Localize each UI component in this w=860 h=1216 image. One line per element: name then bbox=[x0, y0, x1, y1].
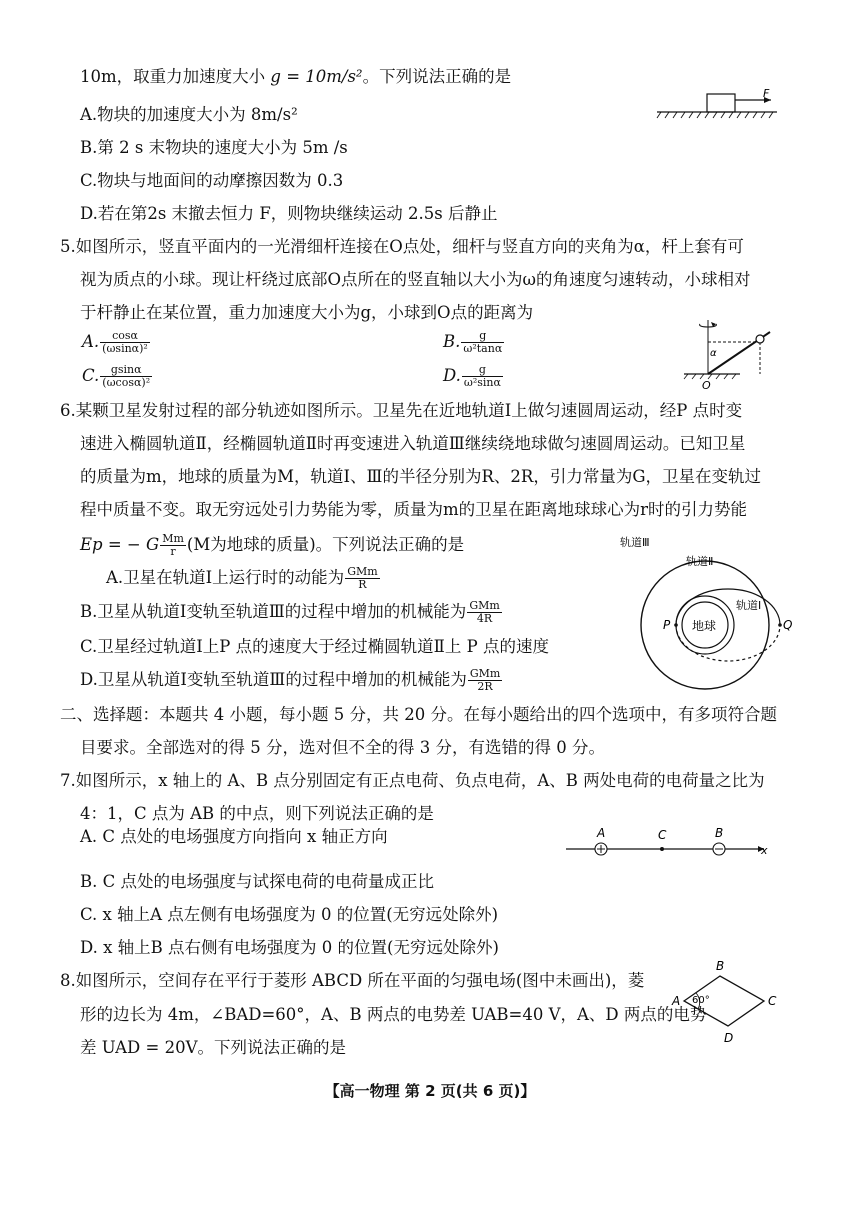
frac-numerator: GMm bbox=[469, 667, 501, 680]
q5-option-c-prefix: C. bbox=[82, 366, 100, 385]
block bbox=[707, 94, 735, 112]
q5-option-c bbox=[82, 364, 153, 389]
frac-denominator: (ωsinα)² bbox=[102, 342, 148, 355]
q5-option-b-prefix: B. bbox=[443, 332, 461, 351]
earth-label: 地球 bbox=[692, 619, 717, 633]
frac-denominator: ω²tanα bbox=[463, 342, 503, 355]
ground-hatch bbox=[657, 112, 773, 118]
q5-option-c-frac bbox=[100, 364, 152, 389]
angle-60-label: 60° bbox=[692, 995, 710, 1006]
q4-option-b: B.第 2 s 末物块的速度大小为 5m /s bbox=[80, 138, 348, 157]
frac-denominator: 2R bbox=[477, 680, 493, 693]
q4-option-c: C.物块与地面间的动摩擦因数为 0.3 bbox=[80, 171, 344, 190]
frac-numerator: cosα bbox=[100, 330, 150, 343]
q5-option-a bbox=[82, 330, 151, 355]
q6-option-a-frac bbox=[345, 566, 379, 591]
frac-numerator: Mm bbox=[162, 532, 184, 545]
page-footer: 【高一物理 第 2 页(共 6 页)】 bbox=[324, 1082, 536, 1100]
point-c-label: C bbox=[658, 828, 667, 842]
q5-option-b bbox=[443, 330, 505, 355]
point-p-dot bbox=[674, 623, 678, 627]
q8-line-2: 形的边长为 4m，∠BAD=60°，A、B 两点的电势差 UAB=40 V，A、D 两点的电势 bbox=[80, 1005, 707, 1024]
q7-charge-axis-figure bbox=[564, 826, 774, 860]
x-axis-label: x bbox=[761, 844, 768, 857]
frac-numerator: g bbox=[462, 364, 503, 377]
small-ball bbox=[756, 335, 764, 343]
q5-line-1: 5.如图所示，竖直平面内的一光滑细杆连接在O点处，细杆与竖直方向的夹角为α，杆上套有可 bbox=[60, 237, 744, 256]
force-label: F bbox=[763, 87, 770, 100]
section-2-instructions: 目要求。全部选对的得 5 分，选对但不全的得 3 分，有选错的得 0 分。 bbox=[80, 738, 605, 757]
q4-block-figure bbox=[655, 86, 780, 122]
section-2-heading: 二、选择题：本题共 4 小题，每小题 5 分，共 20 分。在每小题给出的四个选项中，有多项符合题 bbox=[60, 705, 777, 724]
frac-denominator: ω²sinα bbox=[463, 376, 501, 389]
vertex-d-label: D bbox=[724, 1031, 734, 1045]
frac-denominator: 4R bbox=[476, 612, 493, 625]
q5-rotating-rod-figure bbox=[680, 316, 785, 392]
frac-denominator: r bbox=[170, 545, 176, 558]
q8-line-3: 差 UAD = 20V。下列说法正确的是 bbox=[80, 1038, 347, 1057]
q6-ep-frac bbox=[160, 533, 186, 558]
q6-option-b-text: B.卫星从轨道Ⅰ变轨至轨道Ⅲ的过程中增加的机械能为 bbox=[80, 602, 467, 621]
q6-line-2: 速进入椭圆轨道Ⅱ，经椭圆轨道Ⅱ时再变速进入轨道Ⅲ继续绕地球做匀速圆周运动。已知卫星 bbox=[80, 434, 746, 453]
q5-option-b-frac bbox=[461, 330, 504, 355]
q6-line-1: 6.某颗卫星发射过程的部分轨迹如图所示。卫星先在近地轨道Ⅰ上做匀速圆周运动，经P 点时变 bbox=[60, 401, 743, 420]
point-q-label: Q bbox=[783, 618, 793, 632]
vertex-c-label: C bbox=[768, 994, 777, 1008]
frac-numerator: gsinα bbox=[100, 364, 152, 377]
q5-option-a-prefix: A. bbox=[82, 332, 100, 351]
vertex-b-label: B bbox=[716, 959, 725, 973]
q8-rhombus-figure bbox=[652, 956, 782, 1046]
q6-option-b bbox=[80, 600, 503, 625]
frac-denominator: (ωcosα)² bbox=[102, 376, 151, 389]
q6-option-b-frac bbox=[467, 600, 501, 625]
q4-option-a: A.物块的加速度大小为 8m/s² bbox=[80, 105, 298, 124]
point-b-label: B bbox=[715, 826, 724, 840]
q6-orbit-figure bbox=[618, 534, 808, 694]
q5-option-d-frac bbox=[462, 364, 503, 389]
q8-line-1: 8.如图所示，空间存在平行于菱形 ABCD 所在平面的匀强电场(图中未画出)，菱 bbox=[60, 971, 645, 990]
q6-line-5 bbox=[80, 533, 464, 558]
q4-g-expr: g = 10m/s² bbox=[270, 67, 363, 86]
q6-line-4: 程中质量不变。取无穷远处引力势能为零，质量为m的卫星在距离地球球心为r时的引力势能 bbox=[80, 500, 748, 519]
q6-ep-suffix: (M为地球的质量)。下列说法正确的是 bbox=[186, 535, 465, 554]
q7-option-a: A. C 点处的电场强度方向指向 x 轴正方向 bbox=[80, 827, 388, 846]
q7-line-1: 7.如图所示，x 轴上的 A、B 点分别固定有正点电荷、负点电荷，A、B 两处电荷的电荷量之比为 bbox=[60, 771, 765, 790]
q5-line-2: 视为质点的小球。现让杆绕过底部O点所在的竖直轴以大小为ω的角速度匀速转动，小球相对 bbox=[80, 270, 751, 289]
q6-option-a-text: A.卫星在轨道Ⅰ上运行时的动能为 bbox=[106, 568, 345, 587]
q5-option-a-frac bbox=[100, 330, 150, 355]
q7-line-2: 4：1，C 点为 AB 的中点，则下列说法正确的是 bbox=[80, 804, 434, 823]
angle-alpha-label: α bbox=[710, 348, 717, 359]
q6-option-a bbox=[106, 566, 381, 591]
point-p-label: P bbox=[663, 618, 671, 632]
point-o-label: O bbox=[702, 379, 711, 392]
q6-line-3: 的质量为m，地球的质量为M，轨道Ⅰ、Ⅲ的半径分别为R、2R，引力常量为G，卫星在变轨过 bbox=[80, 467, 761, 486]
orbit-3-label: 轨道Ⅲ bbox=[620, 536, 650, 549]
q4-option-d: D.若在第2s 末撤去恒力 F，则物块继续运动 2.5s 后静止 bbox=[80, 204, 498, 223]
frac-numerator: GMm bbox=[347, 565, 378, 578]
q6-option-d-frac bbox=[468, 668, 502, 693]
point-c-dot bbox=[660, 847, 664, 851]
q6-option-d-text: D.卫星从轨道Ⅰ变轨至轨道Ⅲ的过程中增加的机械能为 bbox=[80, 670, 467, 689]
q5-option-d-prefix: D. bbox=[443, 366, 461, 385]
orbit-2-label: 轨道Ⅱ bbox=[686, 555, 714, 568]
frac-numerator: g bbox=[461, 330, 504, 343]
orbit-1-label: 轨道Ⅰ bbox=[736, 599, 762, 612]
vertex-a-label: A bbox=[672, 994, 681, 1008]
q4-stem-prefix: 10m，取重力加速度大小 bbox=[80, 67, 271, 86]
q6-ep-expr: Ep = − G bbox=[80, 535, 160, 554]
q7-option-b: B. C 点处的电场强度与试探电荷的电荷量成正比 bbox=[80, 872, 434, 891]
frac-denominator: R bbox=[358, 578, 367, 591]
frac-numerator: GMm bbox=[469, 599, 500, 612]
q7-option-d: D. x 轴上B 点右侧有电场强度为 0 的位置(无穷远处除外) bbox=[80, 938, 499, 957]
q5-option-d bbox=[443, 364, 504, 389]
point-q-dot bbox=[778, 623, 782, 627]
q6-option-d bbox=[80, 668, 503, 693]
q4-stem-suffix: 。下列说法正确的是 bbox=[362, 67, 512, 86]
q6-option-c: C.卫星经过轨道Ⅰ上P 点的速度大于经过椭圆轨道Ⅱ上 P 点的速度 bbox=[80, 637, 549, 656]
q4-stem bbox=[80, 66, 511, 88]
point-a-label: A bbox=[597, 826, 606, 840]
q7-option-c: C. x 轴上A 点左侧有电场强度为 0 的位置(无穷远处除外) bbox=[80, 905, 499, 924]
q5-line-3: 于杆静止在某位置，重力加速度大小为g，小球到O点的距离为 bbox=[80, 303, 534, 322]
